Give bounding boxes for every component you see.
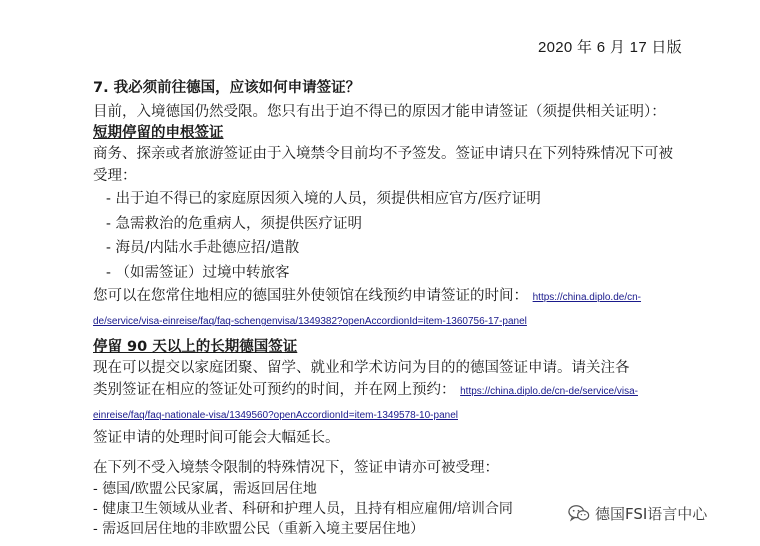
short-stay-text: 商务、探亲或者旅游签证由于入境禁令目前均不予签发。签证申请只在下列特殊情况下可被受理：	[93, 146, 673, 184]
list-item: - 德国/欧盟公民家属，需返回居住地	[93, 481, 317, 497]
document-body	[93, 78, 683, 539]
wechat-watermark	[568, 500, 713, 527]
list-item: - 出于迫不得已的家庭原因须入境的人员，须提供相应官方/医疗证明	[106, 191, 541, 207]
list-item: - 海员/内陆水手赴德应招/遣散	[106, 240, 300, 256]
short-stay-heading: 短期停留的申根签证	[93, 125, 224, 141]
question-title: 7. 我必须前往德国，应该如何申请签证？	[93, 80, 361, 96]
schengen-visa-link[interactable]: https://china.diplo.de/cn- de/service/visa-einreise/faq/faq-schengenvisa/1349382?openAccordionId=item-1360756-17-panel	[93, 292, 642, 327]
appointment-text: 您可以在您常住地相应的德国驻外使领馆在线预约申请签证的时间：	[93, 288, 528, 304]
wechat-icon	[568, 504, 590, 523]
question-intro: 目前，入境德国仍然受限。您只有出于迫不得已的原因才能申请签证（须提供相关证明）：	[93, 104, 666, 120]
short-stay-list	[93, 187, 683, 285]
watermark-text: 德国FSI语言中心	[595, 505, 708, 523]
list-item: - （如需签证）过境中转旅客	[106, 264, 290, 281]
list-item: - 需返回居住地的非欧盟公民（重新入境主要居住地）	[93, 521, 425, 537]
national-visa-link[interactable]: https://china.diplo.de/cn-de/service/visa- einreise/faq/faq-nationale-visa/1349560?openAccordionId=item-1349578-10-panel	[93, 386, 638, 421]
long-stay-text: 现在可以提交以家庭团聚、留学、就业和学术访问为目的的德国签证申请。请关注各 类别签证在相应的签证处可预约的时间，并在网上预约： https://china.diplo.de/cn-de/service/visa- einreise/faq/faq-nationale-visa/1349560?openAccordionId=item-1349578-10-panel	[93, 360, 638, 421]
document-date: 2020 年 6 月 17 日版	[538, 39, 683, 56]
long-stay-heading: 停留 90 天以上的长期德国签证	[93, 339, 298, 355]
processing-note: 签证申请的处理时间可能会大幅延长。	[93, 430, 340, 446]
short-stay-appointment	[93, 285, 683, 333]
exceptions-intro: 在下列不受入境禁令限制的特殊情况下，签证申请亦可被受理：	[93, 460, 499, 476]
list-item: - 急需救治的危重病人，须提供医疗证明	[106, 215, 363, 232]
list-item: - 健康卫生领域从业者、科研和护理人员，且持有相应雇佣/培训合同	[93, 501, 513, 517]
